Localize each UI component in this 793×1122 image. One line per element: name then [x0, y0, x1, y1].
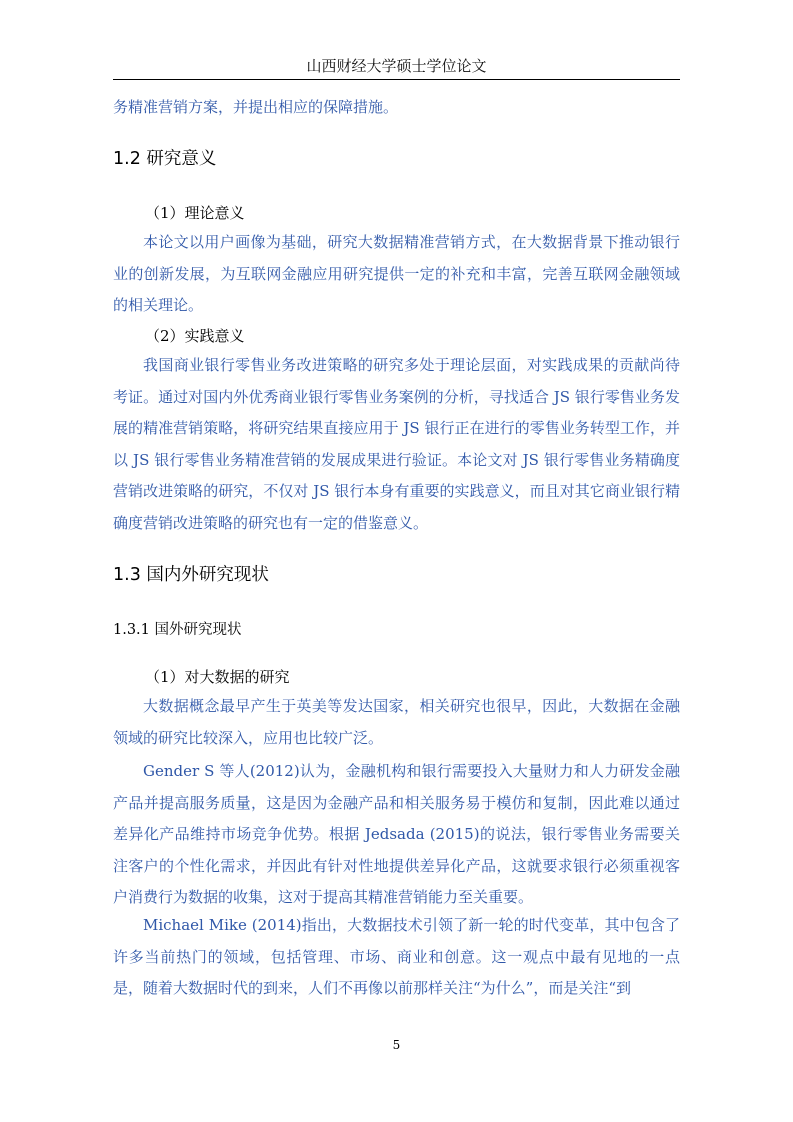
section-heading-1-3: 1.3 国内外研究现状 [113, 565, 269, 585]
bigdata-paragraph-2: Gender S 等人(2012)认为，金融机构和银行需要投入大量财力和人力研发金融产品并提高服务质量，这是因为金融产品和相关服务易于模仿和复制，因此难以通过差异化产品维持市场竞争优势。根据 Jedsada (2015)的说法，银行零售业务需要关注客户的个性化需求，并因此有针对性地提供差异化产品，这就要求银行必须重视客户消费行为数据的收集，这对于提高其精准营销能力至关重要。 [113, 762, 680, 906]
section-heading-1-2: 1.2 研究意义 [113, 149, 217, 169]
page-number: 5 [392, 1038, 401, 1052]
continuation-paragraph: 务精准营销方案，并提出相应的保障措施。 [113, 98, 399, 116]
header-rule [113, 79, 680, 80]
subsection-heading-1-3-1: 1.3.1 国外研究现状 [113, 622, 242, 638]
practice-significance-label: （2）实践意义 [145, 327, 245, 345]
bigdata-paragraph-1: 大数据概念最早产生于英美等发达国家，相关研究也很早，因此，大数据在金融领域的研究比较深入，应用也比较广泛。 [113, 697, 680, 747]
theory-significance-label: （1）理论意义 [145, 204, 245, 222]
theory-significance-paragraph: 本论文以用户画像为基础，研究大数据精准营销方式，在大数据背景下推动银行业的创新发展，为互联网金融应用研究提供一定的补充和丰富，完善互联网金融领域的相关理论。 [113, 233, 680, 314]
bigdata-research-label: （1）对大数据的研究 [145, 668, 290, 686]
bigdata-paragraph-3: Michael Mike (2014)指出，大数据技术引领了新一轮的时代变革，其中包含了许多当前热门的领域，包括管理、市场、商业和创意。这一观点中最有见地的一点是，随着大数据时代的到来，人们不再像以前那样关注“为什么”，而是关注“到 [113, 916, 680, 997]
running-header: 山西财经大学硕士学位论文 [306, 57, 487, 75]
practice-significance-paragraph: 我国商业银行零售业务改进策略的研究多处于理论层面，对实践成果的贡献尚待考证。通过对国内外优秀商业银行零售业务案例的分析，寻找适合 JS 银行零售业务发展的精准营销策略，将研究结果直接应用于 JS 银行正在进行的零售业务转型工作，并以 JS 银行零售业务精准营销的发展成果进行验证。本论文对 JS 银行零售业务精确度营销改进策略的研究，不仅对 JS 银行本身有重要的实践意义，而且对其它商业银行精确度营销改进策略的研究也有一定的借鉴意义。 [113, 356, 680, 532]
